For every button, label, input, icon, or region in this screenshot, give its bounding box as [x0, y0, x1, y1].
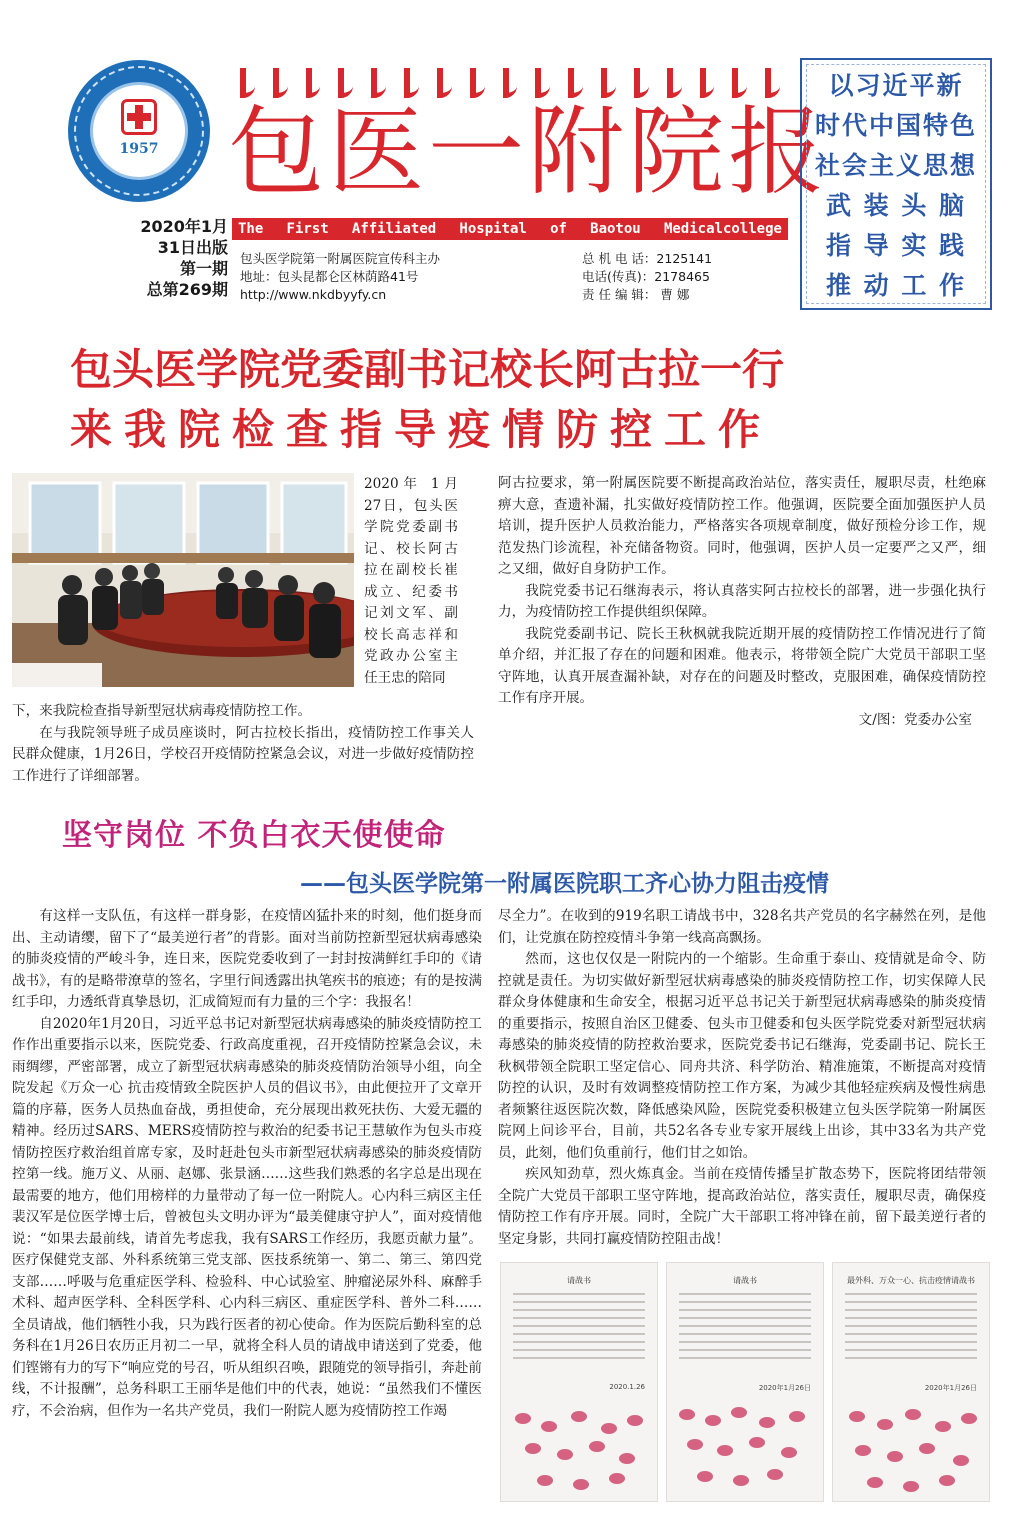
article1-headline-1: 包头医学院党委副书记校长阿古拉一行 — [70, 345, 785, 394]
hospital-logo — [68, 60, 210, 202]
logo-year: 1957 — [119, 141, 159, 157]
publisher-info: 包头医学院第一附属医院宣传科主办 地址：包头昆都仑区林荫路41号 http://www.nkdbyyfy.cn 总 机 电 话：2125141 电话(传真)：2178465 责 任 编 辑： 曹 娜 — [240, 251, 713, 302]
petition-letter: 请战书 2020.1.26 — [500, 1262, 658, 1502]
slogan-box: 以习近平新 时代中国特色 社会主义思想 武 装 头 脑 指 导 实 践 推 动 工 作 — [800, 58, 992, 310]
article2-subheadline: ——包头医学院第一附属医院职工齐心协力阻击疫情 — [300, 871, 829, 897]
red-cross-icon — [121, 99, 157, 135]
article2-right-text: 尽全力”。在收到的919名职工请战书中，328名共产党员的名字赫然在列，是他们，让党旗在防控疫情斗争第一线高高飘扬。 然而，这也仅仅是一附院内的一个缩影。生命重于泰山、疫情就是命令、防控就是责任。为切实做好新型冠状病毒感染的肺炎疫情防控工作，切实保障人民群众身体健康和生命安全，根据习近平总书记关于新型冠状病毒感染的肺炎疫情的重要指示，按照自治区卫健委、包头市卫健委和包头医学院党委对新型冠状病毒感染的肺炎疫情的防控救治要求，医院党委书记石继海，党委副书记、院长王秋枫带领全院职工坚定信心、同舟共济、科学防治、精准施策，不断提高对疫情防控的认识，及时有效调整疫情防控工作方案，为减少其他轻症疾病及慢性病患者频繁往返医院次数，降低感染风险，医院党委积极建立包头医学院第一附属医院网上问诊平台，目前，共52名各专业专家开展线上出诊，其中33名为共产党员，此刻，他们负重前行，他们甘之如饴。 疾风知劲草，烈火炼真金。当前在疫情传播呈扩散态势下，医院将团结带领全院广大党员干部职工坚守阵地，提高政治站位，落实责任，履职尽责，确保疫情防控工作有序开展。同时，全院广大干部职工将冲锋在前，留下最美逆行者的坚定身影，共同打赢疫情防控阻击战！ — [498, 908, 986, 1247]
article1-headline-2: 来我院检查指导疫情防控工作 — [70, 405, 773, 454]
petition-letters-photo — [500, 1262, 990, 1502]
newspaper-title: 包医一附院报 — [228, 96, 828, 208]
website-link[interactable]: http://www.nkdbyyfy.cn — [240, 287, 387, 302]
issue-info: 2020年1月 31日出版 第一期 总第269期 — [140, 217, 228, 299]
english-title-bar: The First Affiliated Hospital of Baotou Medicalcollege — [232, 218, 788, 240]
meeting-photo — [12, 473, 354, 687]
article1-wrap-text: 2020年 1月 27日，包头医学院党委副书记、校长阿古拉在副校长崔成立、纪委书记刘文军、副校长高志祥和党政办公室主任王忠的陪同 — [364, 476, 458, 686]
article2-headline: 坚守岗位 不负白衣天使使命 — [62, 818, 446, 853]
petition-letter: 最外科、万众一心、抗击疫情请战书 2020年1月26日 — [832, 1262, 990, 1502]
mongolian-script-title — [240, 58, 780, 98]
petition-letter: 请战书 2020年1月26日 — [666, 1262, 824, 1502]
article1-credit: 文/图：党委办公室 — [858, 711, 972, 728]
article1-left-text: 下，来我院检查指导新型冠状病毒疫情防控工作。 在与我院领导班子成员座谈时，阿古拉校长指出，疫情防控工作事关人民群众健康，1月26日，学校召开疫情防控紧急会议，对进一步做好疫情防控工作进行了详细部署。 — [12, 703, 474, 784]
article1-right-text: 阿古拉要求，第一附属医院要不断提高政治站位，落实责任，履职尽责，杜绝麻痹大意，查遗补漏，扎实做好疫情防控工作。他强调，医院要全面加强医护人员培训，提升医护人员救治能力，严格落实各项规章制度，做好预检分诊工作，规范发热门诊流程，补充储备物资。同时，他强调，医护人员一定要严之又严，细之又细，做好自身防护工作。 我院党委书记石继海表示，将认真落实阿古拉校长的部署，进一步强化执行力，为疫情防控工作提供组织保障。 我院党委副书记、院长王秋枫就我院近期开展的疫情防控工作情况进行了简单介绍，并汇报了存在的问题和困难。他表示，将带领全院广大党员干部职工坚守阵地，认真开展查漏补缺，对存在的问题及时整改，克服困难，确保疫情防控工作有序开展。 文/图：党委办公室 — [498, 473, 986, 731]
article2-left-text: 有这样一支队伍，有这样一群身影，在疫情凶猛扑来的时刻，他们挺身而出、主动请缨，留下了“最美逆行者”的背影。面对当前防控新型冠状病毒感染的肺炎疫情的严峻斗争，连日来，医院党委收到了一封封按满鲜红手印的《请战书》，有的是略带潦草的签名，字里行间透露出执笔疾书的痕迹；有的是按满红手印，力透纸背真挚恳切，汇成简短而有力量的三个字：我报名！ 自2020年1月20日，习近平总书记对新型冠状病毒感染的肺炎疫情防控工作作出重要指示以来，医院党委、行政高度重视，召开疫情防控紧急会议，未雨绸缪，严密部署，成立了新型冠状病毒感染的肺炎疫情防治领导小组，向全院发起《万众一心 抗击疫情致全院医护人员的倡议书》，由此便拉开了文章开篇的序幕，医务人员热血奋战，勇担使命，充分展现出救死扶伤、大爱无疆的精神。经历过SARS、MERS疫情防控与救治的纪委书记王慧敏作为包头市疫情防控医疗救治组首席专家，及时赶赴包头市新型冠状病毒感染的肺炎疫情防控第一线。施万义、从丽、赵娜、张景涵……这些我们熟悉的名字总是出现在最需要的地方，他们用榜样的力量带动了每一位一附院人。心内科三病区主任裴汉军是位医学博士后，曾被包头文明办评为“最美健康守护人”，面对疫情他说：“如果去最前线，请首先考虑我，我有SARS工作经历，我愿贡献力量”。医疗保健党支部、外科系统第三党支部、医技系统第一、第二、第三、第四党支部……呼吸与危重症医学科、检验科、中心试验室、肿瘤泌尿外科、麻醉手术科、超声医学科、全科医学科、心内科三病区、重症医学科、普外二科……全员请战，他们牺牲小我，只为践行医者的初心使命。作为医院后勤科室的总务科在1月26日农历正月初二一早，就将全科人员的请战申请送到了党委，他们铿锵有力的写下“响应党的号召，听从组织召唤，跟随党的领导指引，奔赴前线，不计报酬”，总务科职工王丽华是他们中的代表，她说：“虽然我们不懂医疗，不会治病，但作为一名共产党员，我们一附院人愿为疫情防控工作竭 — [12, 908, 482, 1419]
